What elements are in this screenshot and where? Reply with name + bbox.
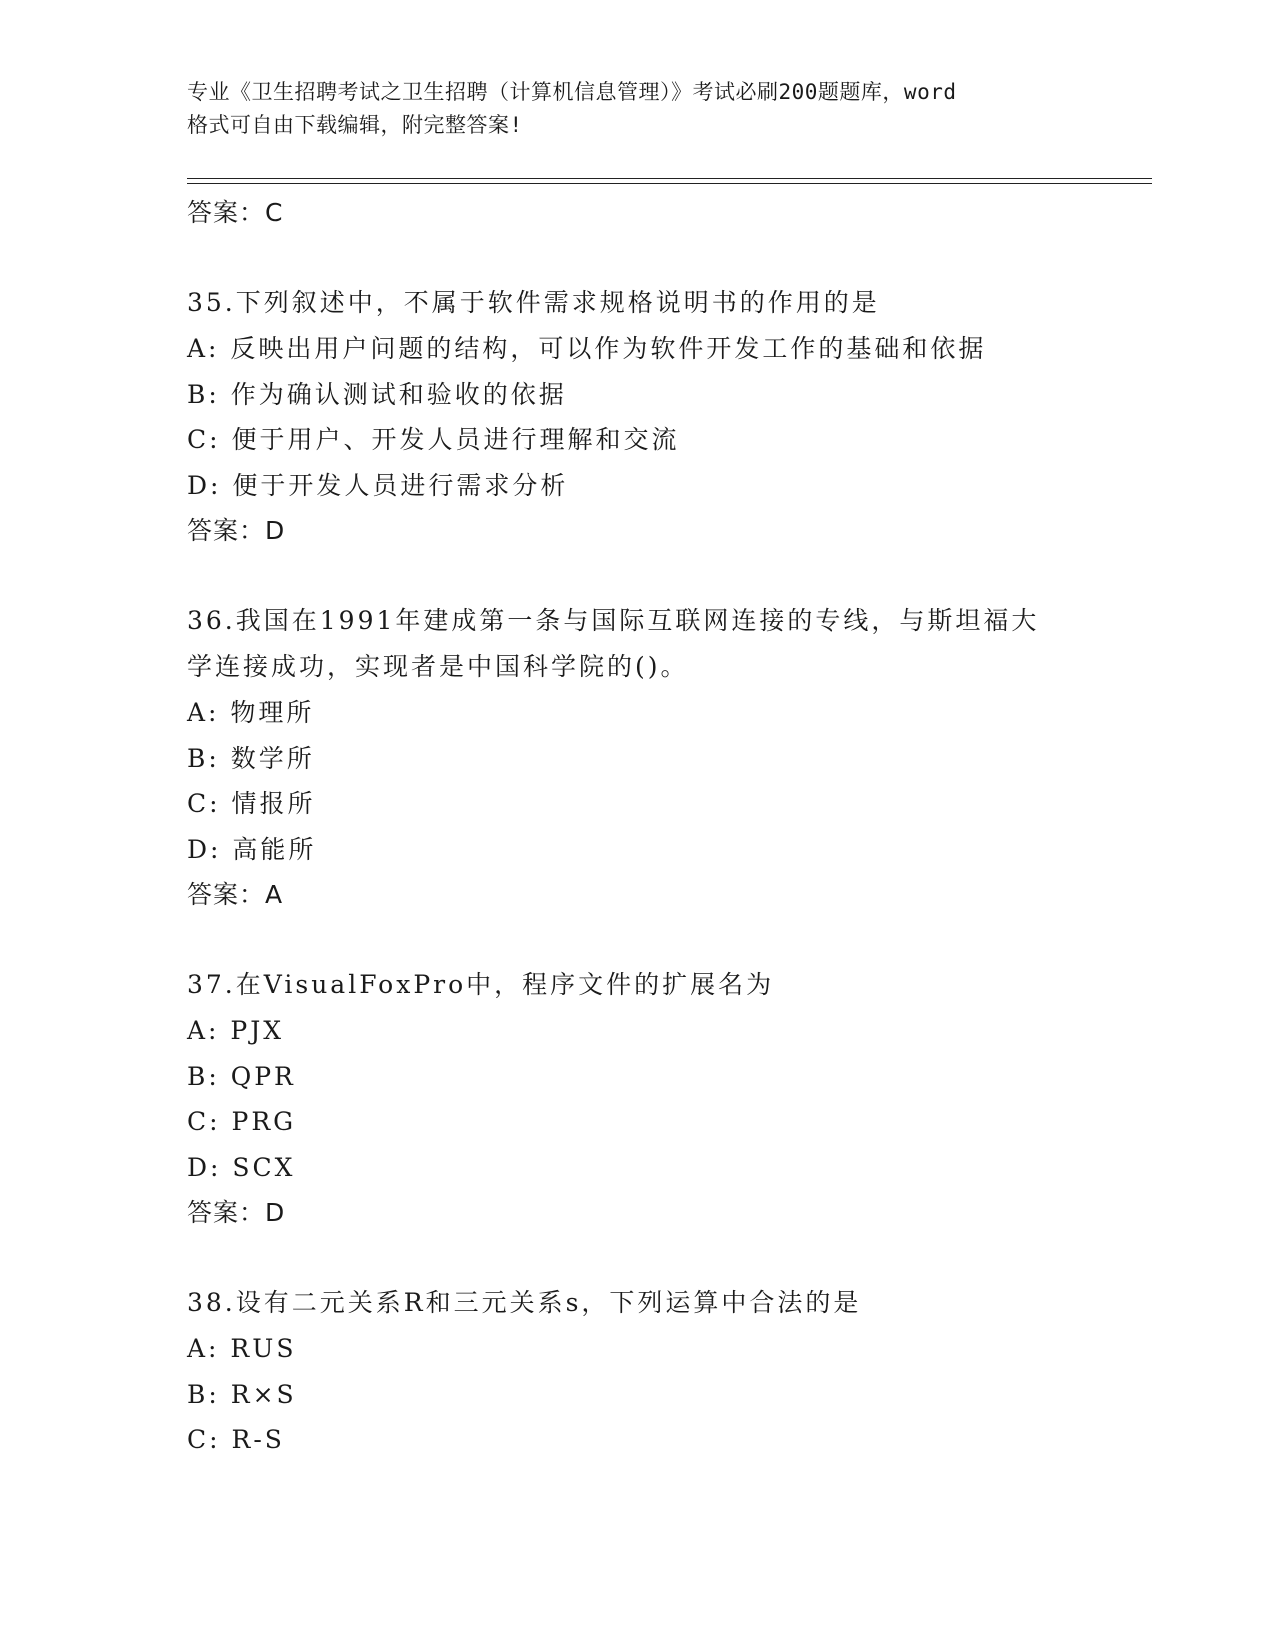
spacer <box>187 918 1107 962</box>
header-divider-top <box>187 178 1152 179</box>
question-38 <box>187 1280 1107 1463</box>
option-d: D: 便于开发人员进行需求分析 <box>187 470 569 500</box>
question-text: 37.在VisualFoxPro中，程序文件的扩展名为 <box>187 970 775 999</box>
previous-answer: 答案：C <box>187 198 284 227</box>
header-divider-bottom <box>187 183 1152 184</box>
question-37 <box>187 962 1107 1236</box>
answer: 答案：D <box>187 516 286 545</box>
question-text: 38.设有二元关系R和三元关系s，下列运算中合法的是 <box>187 1288 862 1317</box>
option-a: A: 反映出用户问题的结构，可以作为软件开发工作的基础和依据 <box>187 334 987 363</box>
question-35 <box>187 280 1107 554</box>
option-a: A: PJX <box>187 1016 285 1045</box>
option-d: D: 高能所 <box>187 834 317 864</box>
header-line-1: 专业《卫生招聘考试之卫生招聘（计算机信息管理）》考试必刷200题题库，word <box>187 80 957 104</box>
option-c: C: R-S <box>187 1425 285 1454</box>
spacer <box>187 554 1107 598</box>
option-a: A: RUS <box>187 1334 297 1363</box>
option-b: B: QPR <box>187 1061 296 1091</box>
spacer <box>187 236 1107 280</box>
question-text: 35.下列叙述中，不属于软件需求规格说明书的作用的是 <box>187 288 880 317</box>
question-36 <box>187 598 1107 918</box>
answer: 答案：A <box>187 880 284 909</box>
option-d: D: SCX <box>187 1152 296 1182</box>
option-c: C: 便于用户、开发人员进行理解和交流 <box>187 425 680 454</box>
question-text: 36.我国在1991年建成第一条与国际互联网连接的专线，与斯坦福大 <box>187 606 1040 635</box>
option-a: A: 物理所 <box>187 698 315 727</box>
spacer <box>187 1236 1107 1280</box>
answer: 答案：D <box>187 1198 286 1227</box>
option-b: B: 作为确认测试和验收的依据 <box>187 379 567 409</box>
option-b: B: 数学所 <box>187 743 315 773</box>
document-header <box>187 76 1087 142</box>
question-text-continued: 学连接成功，实现者是中国科学院的()。 <box>187 652 689 681</box>
option-b: B: R×S <box>187 1379 297 1409</box>
option-c: C: PRG <box>187 1107 297 1136</box>
option-c: C: 情报所 <box>187 789 316 818</box>
header-line-2: 格式可自由下载编辑，附完整答案! <box>187 113 523 137</box>
question-list <box>187 190 1107 1463</box>
